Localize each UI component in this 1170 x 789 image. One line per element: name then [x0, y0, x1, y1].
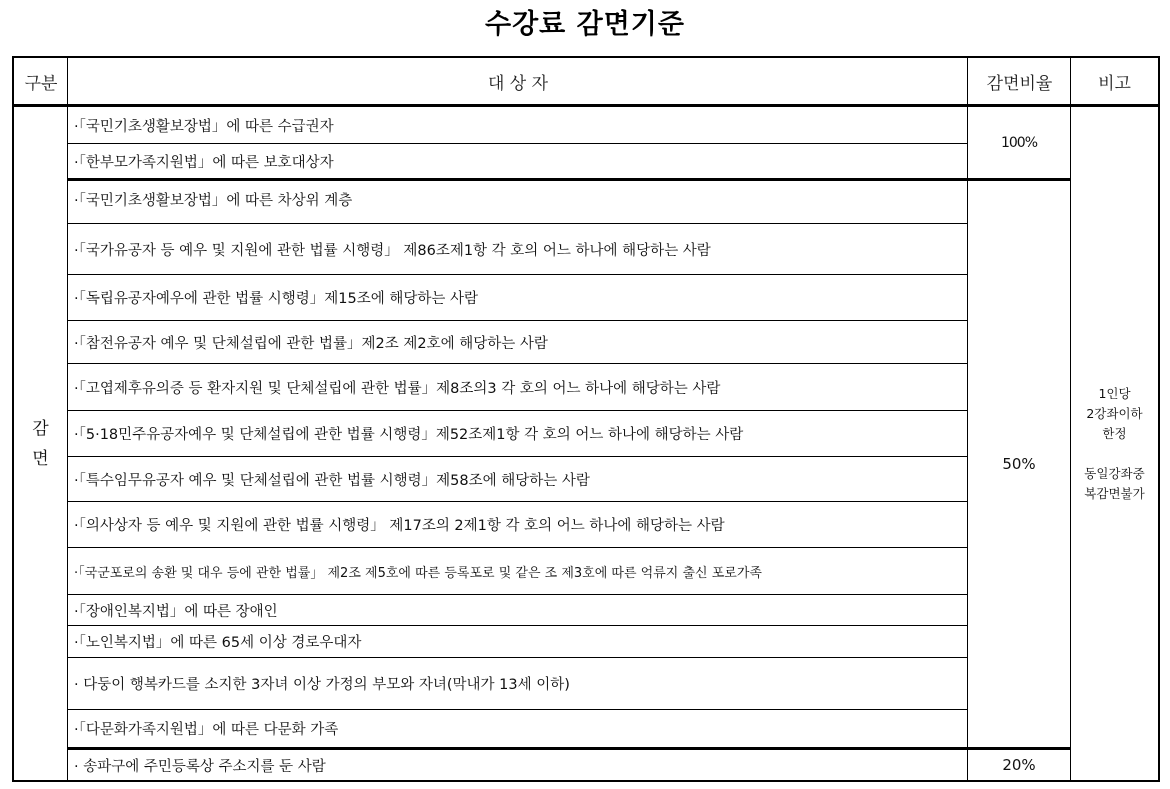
note-line: 복감면불가	[1084, 485, 1145, 501]
table-row: · 송파구에 주민등록상 주소지를 둔 사람	[74, 758, 326, 775]
header-note: 비고	[1098, 74, 1131, 94]
category-char: 면	[32, 448, 49, 469]
table-row: ·「다문화가족지원법」에 따른 다문화 가족	[74, 722, 339, 738]
note-cell	[1071, 107, 1158, 780]
note-line: 동일강좌중	[1084, 465, 1145, 481]
category-char: 감	[32, 418, 49, 439]
table-row: ·「5·18민주유공자예우 및 단체설립에 관한 법률 시행령」제52조제1항 각 호의 어느 하나에 해당하는 사람	[74, 427, 744, 443]
note-line: 2강좌이하	[1086, 405, 1143, 421]
note-line: 1인당	[1098, 385, 1131, 401]
table-row: ·「참전유공자 예우 및 단체설립에 관한 법률」제2조 제2호에 해당하는 사람	[74, 335, 548, 352]
category-label	[14, 107, 67, 780]
table-row: ·「독립유공자예우에 관한 법률 시행령」제15조에 해당하는 사람	[74, 291, 479, 307]
header-category: 구분	[24, 74, 58, 94]
table-row: ·「국민기초생활보장법」에 따른 수급권자	[74, 118, 334, 135]
table-row: ·「국군포로의 송환 및 대우 등에 관한 법률」 제2조 제5호에 따른 등록포로 및 같은 조 제3호에 따른 억류지 출신 포로가족	[74, 565, 762, 581]
discount-criteria-table	[12, 56, 1160, 782]
table-row: ·「특수임무유공자 예우 및 단체설립에 관한 법률 시행령」제58조에 해당하는 사람	[74, 472, 590, 489]
table-row: ·「의사상자 등 예우 및 지원에 관한 법률 시행령」 제17조의 2제1항 각 호의 어느 하나에 해당하는 사람	[74, 518, 725, 534]
table-row: · 다둥이 행복카드를 소지한 3자녀 이상 가정의 부모와 자녀(막내가 13세 이하)	[74, 677, 570, 693]
header-rate: 감면비율	[986, 74, 1053, 94]
page-title: 수강료 감면기준	[485, 9, 685, 40]
table-row: ·「노인복지법」에 따른 65세 이상 경로우대자	[74, 635, 362, 651]
rate-100: 100%	[1000, 134, 1038, 151]
table-row: ·「장애인복지법」에 따른 장애인	[74, 603, 278, 620]
table-row: ·「고엽제후유의증 등 환자지원 및 단체설립에 관한 법률」제8조의3 각 호의 어느 하나에 해당하는 사람	[74, 380, 721, 397]
table-row: ·「한부모가족지원법」에 따른 보호대상자	[74, 154, 334, 171]
header-target: 대 상 자	[487, 74, 549, 94]
note-line: 한정	[1102, 425, 1127, 441]
rate-20: 20%	[1002, 756, 1036, 774]
rate-50: 50%	[1002, 455, 1036, 473]
table-row: ·「국민기초생활보장법」에 따른 차상위 계층	[74, 193, 353, 209]
table-row: ·「국가유공자 등 예우 및 지원에 관한 법률 시행령」 제86조제1항 각 호의 어느 하나에 해당하는 사람	[74, 242, 711, 259]
